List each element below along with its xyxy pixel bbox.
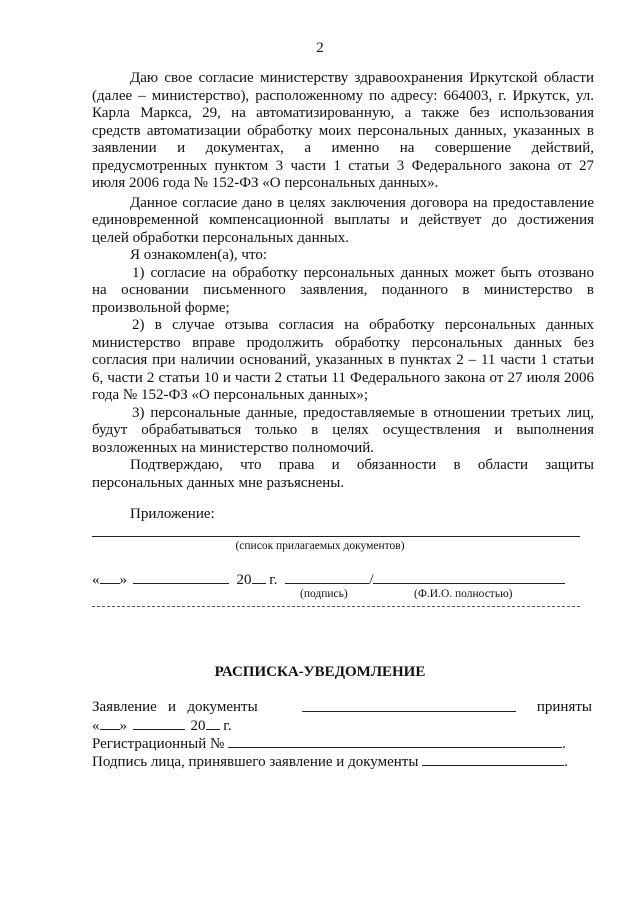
receipt-month-blank[interactable]	[133, 717, 185, 730]
full-name-caption: (Ф.И.О. полностью)	[414, 588, 513, 600]
separator-line	[92, 606, 580, 607]
signature-caption: (подпись)	[300, 588, 348, 600]
consent-text	[92, 70, 594, 492]
acknowledgement-item-1: 1) согласие на обработку персональных данных может быть отозвано на основании письменного заявления, поданного в министерство в произвольной форме;	[92, 264, 594, 316]
receiver-signature-blank[interactable]	[422, 753, 564, 766]
page-number: 2	[316, 40, 324, 56]
receipt-day-blank[interactable]	[100, 717, 120, 730]
registration-number-blank[interactable]	[228, 735, 562, 748]
consent-paragraph-1: Даю свое согласие министерству здравоохранения Иркутской области (далее – министерство), расположенному по адресу: 664003, г. Иркутск, ул. Карла Маркса, 29, на автоматизированную, а также без использования средств автоматизации обработку моих персональных данных, указанных в заявлении и документах, а именно на совершение действий, предусмотренных пунктом 3 части 1 статьи 3 Федерального закона от 27 июля 2006 года № 152-ФЗ «О персональных данных».	[92, 70, 594, 191]
day-blank[interactable]	[100, 571, 120, 584]
receipt-accepted-row: Заявление и документы приняты	[92, 699, 592, 715]
acknowledgement-item-2: 2) в случае отзыва согласия на обработку персональных данных министерство вправе продолжить обработку персональных данных без согласия при наличии оснований, указанных в пунктах 2 – 11 части 1 статьи 6, части 2 статьи 10 и части 2 статьи 11 Федерального закона от 27 июля 2006 года № 152-ФЗ «О персональных данных»;	[92, 317, 594, 403]
confirmation-paragraph: Подтверждаю, что права и обязанности в области защиты персональных данных мне разъяснены.	[92, 457, 594, 491]
signature-blank[interactable]	[285, 571, 369, 584]
receipt-year-blank[interactable]	[206, 717, 220, 730]
accepted-documents-blank[interactable]	[302, 699, 516, 712]
consent-paragraph-2: Данное согласие дано в целях заключения договора на предоставление единовременной компенсационной выплаты и действует до достижения целей обработки персональных данных.	[92, 194, 594, 246]
acknowledgement-item-3: 3) персональные данные, предоставляемые в отношении третьих лиц, будут обрабатываться только в целях осуществления и выполнения возложенных на министерство полномочий.	[92, 404, 594, 456]
acknowledgement-heading: Я ознакомлен(а), что:	[130, 247, 267, 263]
registration-row: Регистрационный № .	[92, 736, 566, 752]
month-blank[interactable]	[133, 571, 229, 584]
full-name-blank[interactable]	[373, 571, 565, 584]
receipt-title: РАСПИСКА-УВЕДОМЛЕНИЕ	[214, 664, 426, 680]
receiver-signature-row: Подпись лица, принявшего заявление и документы .	[92, 754, 568, 770]
attachment-line[interactable]	[92, 536, 580, 537]
receipt-date-row: « » 20 г.	[92, 718, 232, 734]
applicant-signature-row: « » 20 г. /	[92, 571, 565, 590]
year-blank[interactable]	[252, 571, 266, 584]
attachment-caption: (список прилагаемых документов)	[235, 540, 405, 552]
attachment-label: Приложение:	[130, 506, 215, 522]
